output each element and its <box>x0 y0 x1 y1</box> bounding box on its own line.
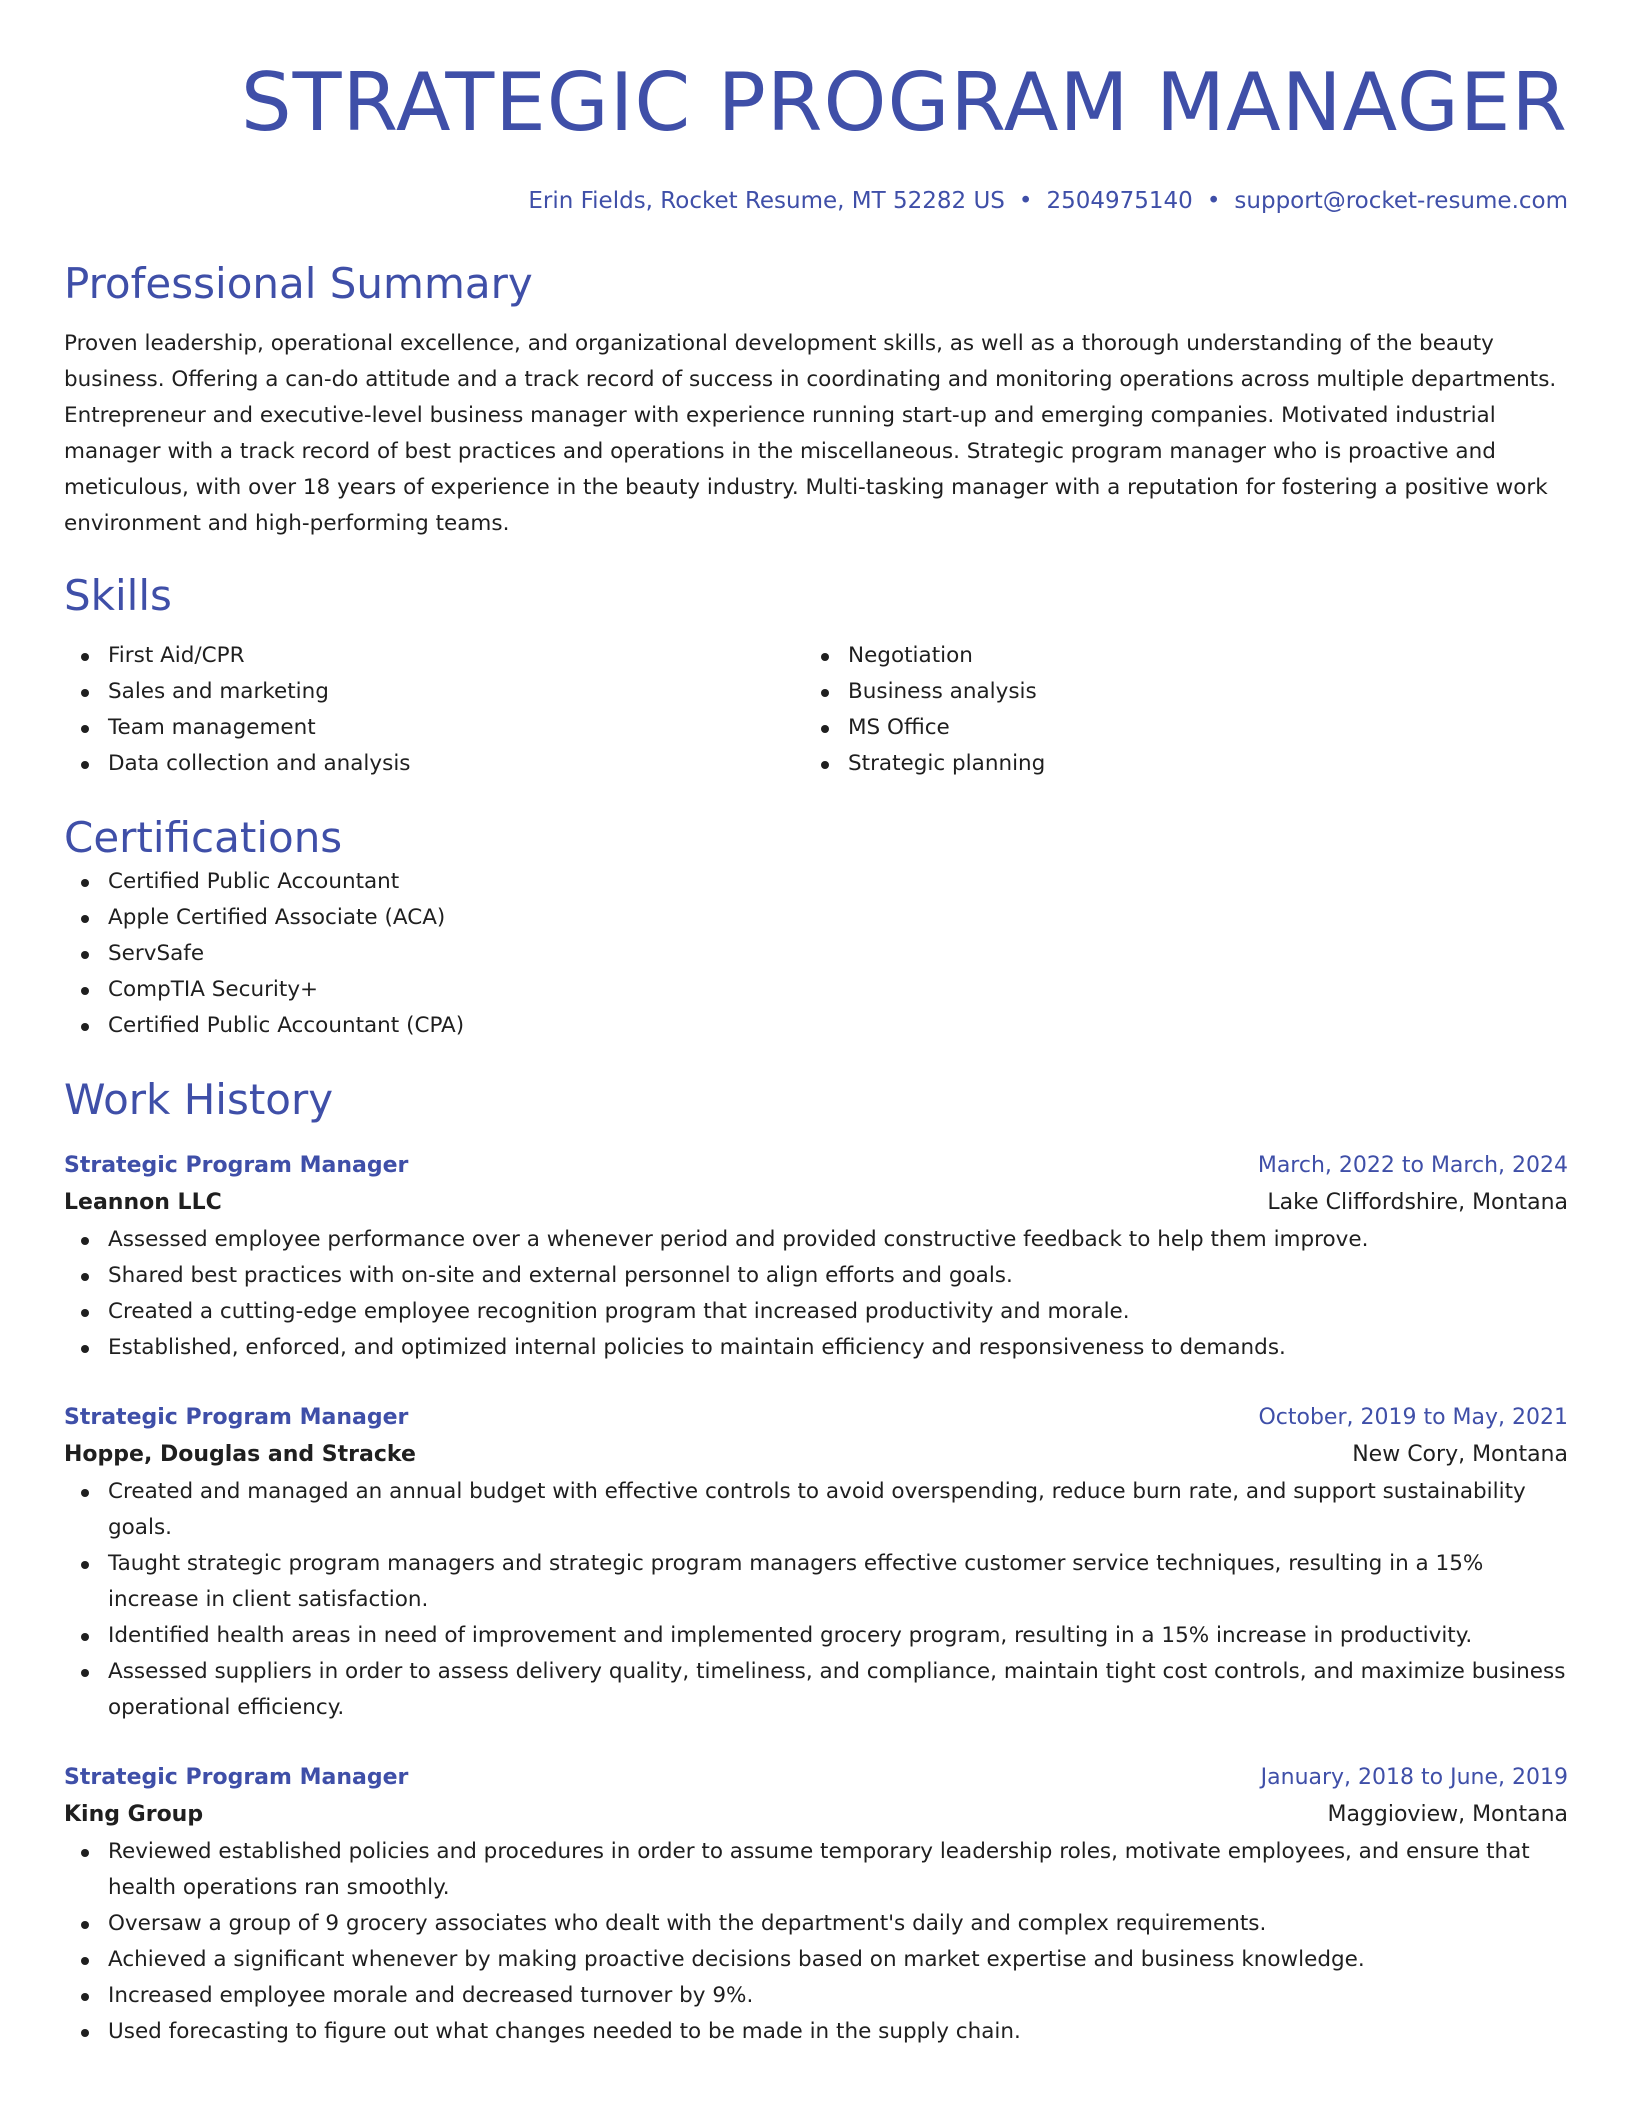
contact-address: Erin Fields, Rocket Resume, MT 52282 US <box>528 188 1005 214</box>
skills-section <box>64 570 1568 782</box>
list-item: Taught strategic program managers and strategic program managers effective customer service techniques, resulting in a 15% increase in client satisfaction. <box>64 1546 1568 1618</box>
certifications-section <box>64 812 1568 1044</box>
list-item: MS Office <box>804 710 1544 746</box>
job-dates: January, 2018 to June, 2019 <box>1260 1765 1568 1790</box>
list-item: Team management <box>64 710 804 746</box>
list-item: Certified Public Accountant (CPA) <box>64 1008 1568 1044</box>
list-item: Sales and marketing <box>64 674 804 710</box>
job-company-row <box>64 1796 1568 1834</box>
certifications-list <box>64 864 1568 1044</box>
job-dates: October, 2019 to May, 2021 <box>1258 1405 1568 1430</box>
job-bullets <box>64 1474 1568 1726</box>
list-item: Apple Certified Associate (ACA) <box>64 900 1568 936</box>
contact-line <box>64 186 1568 216</box>
job-bullets <box>64 1834 1568 2050</box>
summary-section <box>64 258 1568 542</box>
job-entry <box>64 1148 1568 1366</box>
list-item: Shared best practices with on-site and external personnel to align efforts and goals. <box>64 1258 1568 1294</box>
job-entry <box>64 1400 1568 1726</box>
job-title: Strategic Program Manager <box>64 1153 409 1178</box>
list-item: Created a cutting-edge employee recognition program that increased productivity and morale. <box>64 1294 1568 1330</box>
list-item: Achieved a significant whenever by making proactive decisions based on market expertise and business knowledge. <box>64 1942 1568 1978</box>
job-company-row <box>64 1184 1568 1222</box>
list-item: Used forecasting to figure out what changes needed to be made in the supply chain. <box>64 2014 1568 2050</box>
list-item: Oversaw a group of 9 grocery associates who dealt with the department's daily and complex requirements. <box>64 1906 1568 1942</box>
list-item: First Aid/CPR <box>64 638 804 674</box>
job-location: Maggioview, Montana <box>1327 1802 1568 1827</box>
job-header-row <box>64 1760 1568 1796</box>
job-company-row <box>64 1436 1568 1474</box>
job-company: Hoppe, Douglas and Stracke <box>64 1442 416 1467</box>
job-bullets <box>64 1222 1568 1366</box>
summary-text: Proven leadership, operational excellence, and organizational development skills, as well as a thorough understanding of the beauty business. Offering a can-do attitude and a track record of success in coordinating and monitoring operations across multiple departments. Entrepreneur and executive-level business manager with experience running start-up and emerging companies. Motivated industrial manager with a track record of best practices and operations in the miscellaneous. Strategic program manager who is proactive and meticulous, with over 18 years of experience in the beauty industry. Multi-tasking manager with a reputation for fostering a positive work environment and high-performing teams. <box>64 331 1557 536</box>
job-title: Strategic Program Manager <box>64 1765 409 1790</box>
contact-separator: • <box>1206 188 1221 214</box>
certifications-heading: Certifications <box>64 813 343 862</box>
skills-heading: Skills <box>64 571 172 620</box>
job-location: Lake Cliffordshire, Montana <box>1267 1190 1568 1215</box>
job-company: Leannon LLC <box>64 1190 222 1215</box>
summary-heading: Professional Summary <box>64 259 533 308</box>
job-header-row <box>64 1400 1568 1436</box>
list-item: Strategic planning <box>804 746 1544 782</box>
contact-phone: 2504975140 <box>1046 188 1193 214</box>
job-header-row <box>64 1148 1568 1184</box>
list-item: Assessed suppliers in order to assess delivery quality, timeliness, and compliance, maintain tight cost controls, and maximize business operational efficiency. <box>64 1654 1568 1726</box>
list-item: Data collection and analysis <box>64 746 804 782</box>
job-location: New Cory, Montana <box>1352 1442 1568 1467</box>
job-company: King Group <box>64 1802 204 1827</box>
resume-title: STRATEGIC PROGRAM MANAGER <box>240 56 1568 149</box>
work-history-section <box>64 1074 1568 2050</box>
work-history-heading: Work History <box>64 1075 334 1124</box>
list-item: ServSafe <box>64 936 1568 972</box>
contact-separator: • <box>1018 188 1033 214</box>
list-item: Created and managed an annual budget with effective controls to avoid overspending, reduce burn rate, and support sustainability goals. <box>64 1474 1568 1546</box>
list-item: Business analysis <box>804 674 1544 710</box>
list-item: Identified health areas in need of improvement and implemented grocery program, resulting in a 15% increase in productivity. <box>64 1618 1568 1654</box>
list-item: Assessed employee performance over a whenever period and provided constructive feedback to help them improve. <box>64 1222 1568 1258</box>
list-item: Established, enforced, and optimized internal policies to maintain efficiency and responsiveness to demands. <box>64 1330 1568 1366</box>
job-entry <box>64 1760 1568 2050</box>
skills-grid <box>64 638 1568 782</box>
list-item: Certified Public Accountant <box>64 864 1568 900</box>
job-title: Strategic Program Manager <box>64 1405 409 1430</box>
skills-column-left <box>64 638 804 782</box>
list-item: Reviewed established policies and procedures in order to assume temporary leadership roles, motivate employees, and ensure that health operations ran smoothly. <box>64 1834 1568 1906</box>
contact-email: support@rocket-resume.com <box>1234 188 1568 214</box>
skills-list-left <box>64 638 804 782</box>
skills-column-right <box>804 638 1544 782</box>
job-dates: March, 2022 to March, 2024 <box>1257 1153 1568 1178</box>
skills-list-right <box>804 638 1544 782</box>
list-item: Negotiation <box>804 638 1544 674</box>
list-item: CompTIA Security+ <box>64 972 1568 1008</box>
list-item: Increased employee morale and decreased turnover by 9%. <box>64 1978 1568 2014</box>
